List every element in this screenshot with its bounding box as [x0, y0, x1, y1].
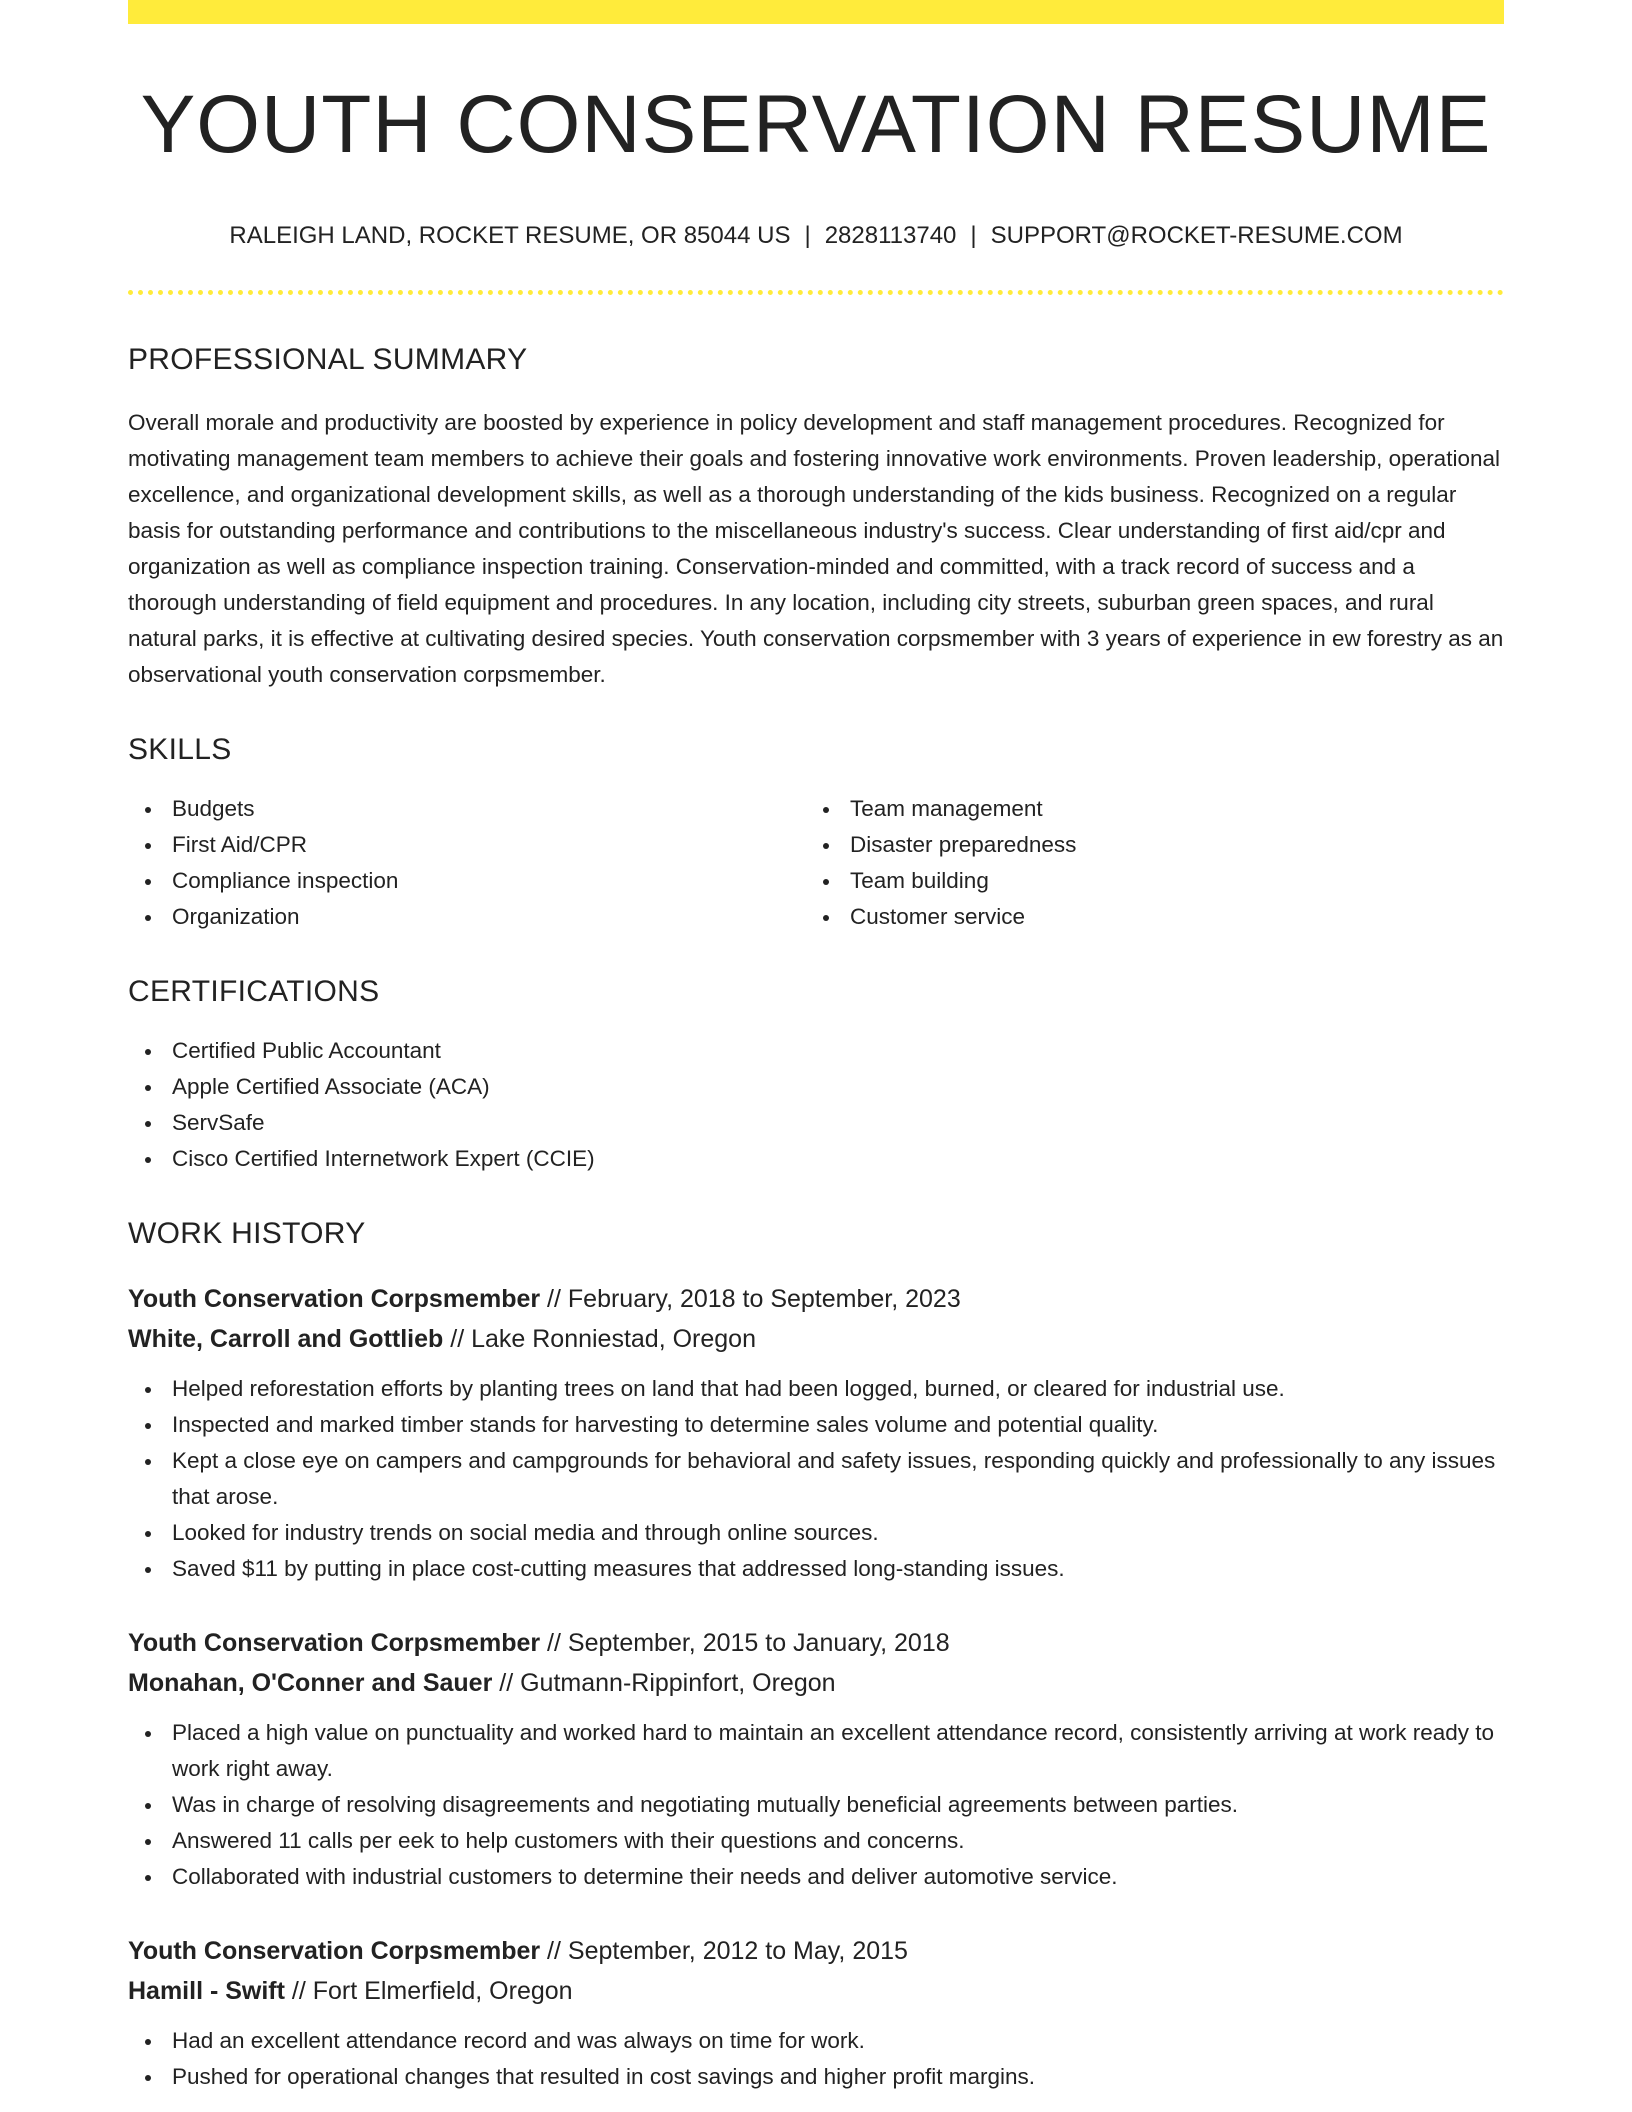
job-title: Youth Conservation Corpsmember	[128, 1285, 541, 1313]
skill-item: Customer service	[850, 899, 1484, 935]
resume-page	[128, 0, 1504, 2095]
skills-list-right	[806, 791, 1484, 935]
job-duty-item: Saved $11 by putting in place cost-cutting measures that addressed long-standing issues.	[172, 1551, 1504, 1587]
skill-item: Team management	[850, 791, 1484, 827]
job-duty-item: Placed a high value on punctuality and worked hard to maintain an excellent attendance record, consistently arriving at work ready to work right away.	[172, 1715, 1504, 1787]
job-company-line	[128, 1971, 1504, 2011]
contact-address: RALEIGH LAND, ROCKET RESUME, OR 85044 US	[229, 222, 791, 249]
skills-list-left	[128, 791, 806, 935]
resume-title: YOUTH CONSERVATION RESUME	[140, 79, 1492, 170]
skill-item: Organization	[172, 899, 806, 935]
skill-item: Budgets	[172, 791, 806, 827]
job-duties-list	[128, 1371, 1504, 1587]
job-dates: // September, 2012 to May, 2015	[540, 1937, 908, 1965]
job-entry	[128, 1279, 1504, 1587]
job-company-line	[128, 1663, 1504, 1703]
job-dates: // September, 2015 to January, 2018	[540, 1629, 950, 1657]
job-company: Monahan, O'Conner and Sauer	[128, 1669, 493, 1697]
job-title-line	[128, 1279, 1504, 1319]
job-duties-list	[128, 2023, 1504, 2095]
job-entry	[128, 1623, 1504, 1895]
contact-line	[128, 224, 1504, 248]
work-history-heading: WORK HISTORY	[128, 1217, 366, 1250]
job-duty-item: Kept a close eye on campers and campgrounds for behavioral and safety issues, responding quickly and professionally to any issues that arose.	[172, 1443, 1504, 1515]
summary-heading: PROFESSIONAL SUMMARY	[128, 343, 528, 376]
job-title: Youth Conservation Corpsmember	[128, 1629, 541, 1657]
job-duty-item: Looked for industry trends on social media and through online sources.	[172, 1515, 1504, 1551]
contact-phone: 2828113740	[824, 222, 957, 249]
certifications-heading: CERTIFICATIONS	[128, 975, 380, 1008]
skill-item: Team building	[850, 863, 1484, 899]
certification-item: Apple Certified Associate (ACA)	[172, 1069, 1504, 1105]
job-duty-item: Helped reforestation efforts by planting trees on land that had been logged, burned, or cleared for industrial use.	[172, 1371, 1504, 1407]
job-duty-item: Was in charge of resolving disagreements and negotiating mutually beneficial agreements between parties.	[172, 1787, 1504, 1823]
contact-email: SUPPORT@ROCKET-RESUME.COM	[990, 222, 1403, 249]
dotted-divider	[128, 290, 1504, 295]
job-duty-item: Pushed for operational changes that resulted in cost savings and higher profit margins.	[172, 2059, 1504, 2095]
skill-item: First Aid/CPR	[172, 827, 806, 863]
skill-item: Compliance inspection	[172, 863, 806, 899]
job-title: Youth Conservation Corpsmember	[128, 1937, 541, 1965]
job-title-line	[128, 1623, 1504, 1663]
accent-top-bar	[128, 0, 1504, 24]
certifications-list	[128, 1033, 1504, 1177]
job-duty-item: Inspected and marked timber stands for harvesting to determine sales volume and potential quality.	[172, 1407, 1504, 1443]
job-duty-item: Collaborated with industrial customers to determine their needs and deliver automotive service.	[172, 1859, 1504, 1895]
job-location: // Gutmann-Rippinfort, Oregon	[492, 1669, 836, 1697]
job-company: Hamill - Swift	[128, 1977, 285, 2005]
certification-item: ServSafe	[172, 1105, 1504, 1141]
job-duties-list	[128, 1715, 1504, 1895]
skills-column-right	[806, 791, 1484, 935]
job-title-line	[128, 1931, 1504, 1971]
certification-item: Certified Public Accountant	[172, 1033, 1504, 1069]
job-entry	[128, 1931, 1504, 2095]
skill-item: Disaster preparedness	[850, 827, 1484, 863]
job-duty-item: Had an excellent attendance record and was always on time for work.	[172, 2023, 1504, 2059]
job-company: White, Carroll and Gottlieb	[128, 1325, 444, 1353]
contact-separator: |	[804, 222, 811, 249]
job-location: // Lake Ronniestad, Oregon	[443, 1325, 756, 1353]
job-duty-item: Answered 11 calls per eek to help customers with their questions and concerns.	[172, 1823, 1504, 1859]
skills-column-left	[128, 791, 806, 935]
certification-item: Cisco Certified Internetwork Expert (CCIE)	[172, 1141, 1504, 1177]
job-location: // Fort Elmerfield, Oregon	[284, 1977, 573, 2005]
summary-text: Overall morale and productivity are boosted by experience in policy development and staff management procedures. Recognized for motivating management team members to achieve their goals and fostering innovative work environments. Proven leadership, operational excellence, and organizational development skills, as well as a thorough understanding of the kids business. Recognized on a regular basis for outstanding performance and contributions to the miscellaneous industry's success. Clear understanding of first aid/cpr and organization as well as compliance inspection training. Conservation-minded and committed, with a track record of success and a thorough understanding of field equipment and procedures. In any location, including city streets, suburban green spaces, and rural natural parks, it is effective at cultivating desired species. Youth conservation corpsmember with 3 years of experience in ew forestry as an observational youth conservation corpsmember.	[128, 410, 1504, 687]
job-dates: // February, 2018 to September, 2023	[540, 1285, 961, 1313]
skills-heading: SKILLS	[128, 733, 232, 766]
contact-separator: |	[970, 222, 977, 249]
job-company-line	[128, 1319, 1504, 1359]
skills-grid	[128, 791, 1504, 935]
